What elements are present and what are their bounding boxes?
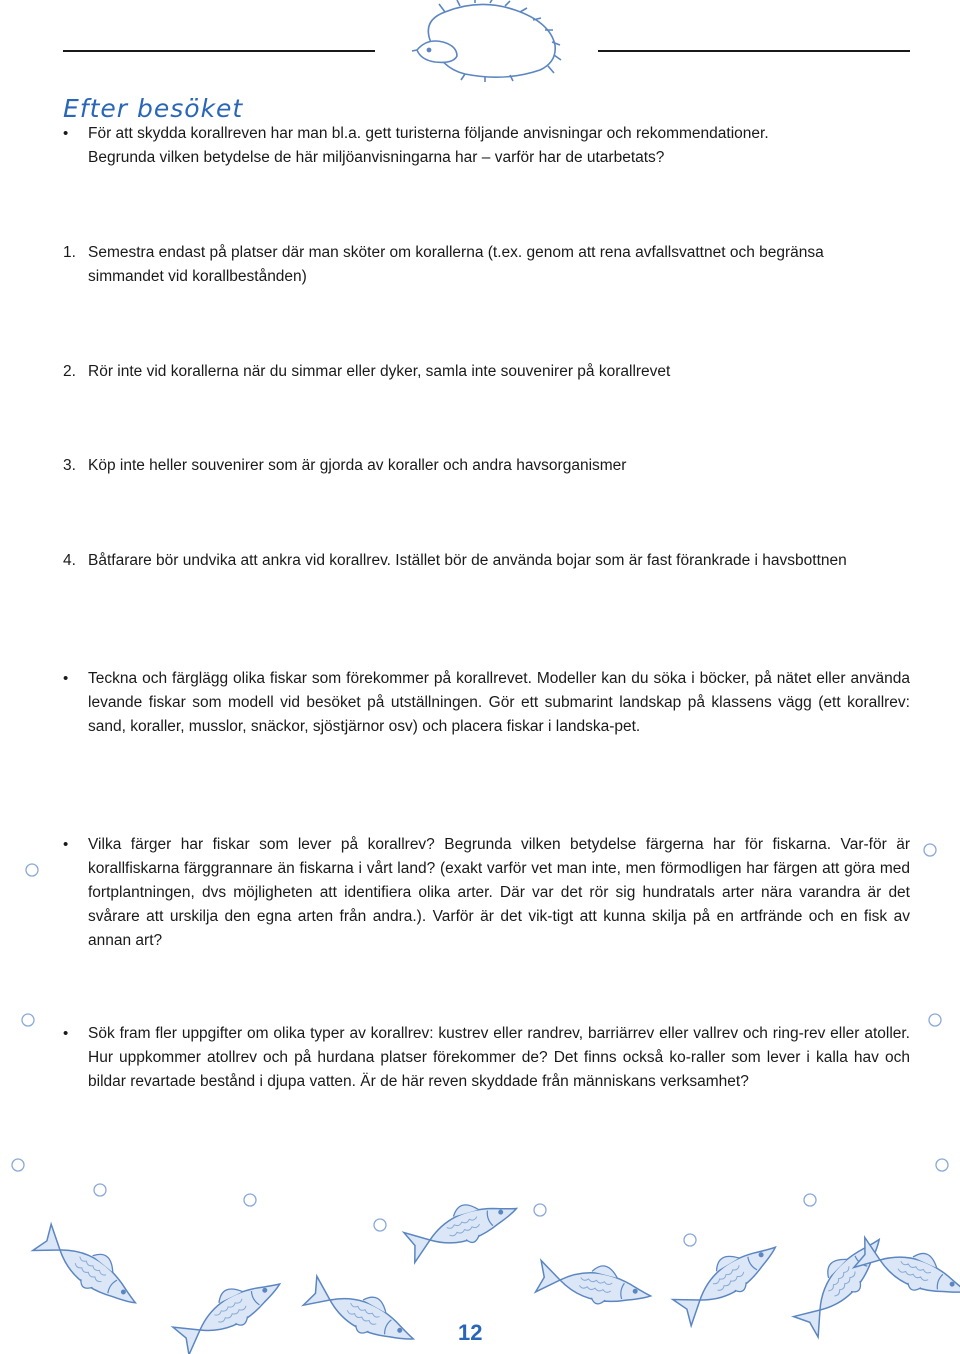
- item-number: 3.: [63, 457, 76, 474]
- item-number: 2.: [63, 363, 76, 380]
- intro-line-1: För att skydda korallreven har man bl.a. gett turisterna följande anvisningar och rekommendationer.: [88, 125, 769, 142]
- hedgehog-icon: [405, 0, 565, 82]
- item-number: 1.: [63, 244, 76, 261]
- list-item: Båtfarare bör undvika att ankra vid korallrev. Istället bör de använda bojar som är fast förankrade i havsbottnen: [88, 552, 847, 569]
- page-number: 12: [458, 1320, 483, 1345]
- bullet-symbol: •: [63, 836, 69, 853]
- bullet-symbol: •: [63, 670, 69, 687]
- header-rule-right: [598, 50, 910, 52]
- bullet-symbol: •: [63, 125, 69, 142]
- bullet-paragraph: Sök fram fler uppgifter om olika typer av korallrev: kustrev eller randrev, barriärrev eller vallrev och ring-rev eller atoller. Hur uppkommer atollrev och på hurdana platser förekommer de? Det finns också ko-raller som lever i kalla hav och bildar revartade bestånd i djupa vatten. Är de här reven skyddade från människans verksamhet?: [88, 1025, 910, 1090]
- bullet-paragraph: Teckna och färglägg olika fiskar som förekommer på korallrevet. Modeller kan du söka i böcker, på nätet eller använda levande fiskar som modell vid besöket på utställningen. Gör ett submarint landskap på klassens vägg (ett korallrev: sand, koraller, musslor, snäckor, sjöstjärnor osv) och placera fiskar i landska-pet.: [88, 670, 910, 735]
- fish-icon: [32, 1188, 960, 1354]
- header-rule-left: [63, 50, 375, 52]
- section-heading: Efter besöket: [63, 94, 244, 123]
- list-item: Köp inte heller souvenirer som är gjorda av koraller och andra havsorganismer: [88, 457, 627, 474]
- intro-line-2: Begrunda vilken betydelse de här miljöanvisningarna har – varför har de utarbetats?: [88, 149, 665, 166]
- bullet-paragraph: Vilka färger har fiskar som lever på korallrev? Begrunda vilken betydelse färgerna har för fiskarna. Var-för är korallfiskarna färggrannare än fiskarna i vårt land? (exakt varför vet man inte, men förmodligen har färgen att göra med fortplantningen, dvs möjligheten att identifiera olika arter. Där var det rör sig hundratals arter nära varandra är det svårare att urskilja den egna arten från andra.). Varför är det vik-tigt att kunna skilja på en artfrände och en fisk av annan art?: [88, 836, 910, 949]
- list-item: Semestra endast på platser där man sköter om korallerna (t.ex. genom att rena avfallsvattnet och begränsa simmandet vid korallbestånden): [88, 244, 824, 285]
- item-number: 4.: [63, 552, 76, 569]
- list-item: Rör inte vid korallerna när du simmar eller dyker, samla inte souvenirer på korallrevet: [88, 363, 671, 380]
- bullet-symbol: •: [63, 1025, 69, 1042]
